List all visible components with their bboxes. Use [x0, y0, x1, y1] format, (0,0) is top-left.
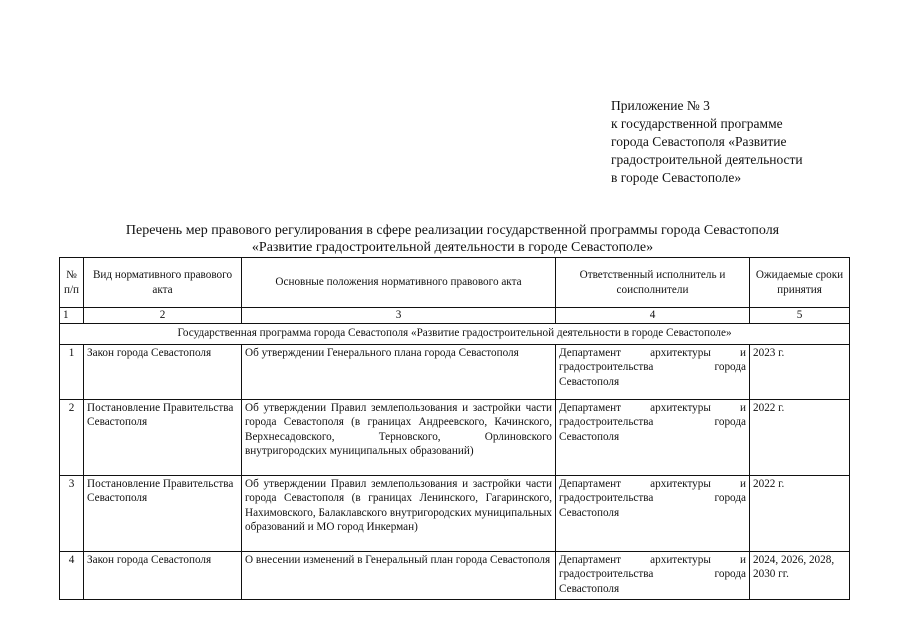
- row-number: 2: [60, 399, 84, 475]
- act-type: Постановление Правительства Севастополя: [84, 475, 242, 551]
- column-number: 3: [242, 308, 556, 324]
- section-row: [60, 323, 850, 344]
- title-line-1: Перечень мер правового регулирования в сфере реализации государственной программы города Севастополя: [125, 223, 780, 238]
- table-row: [60, 475, 850, 551]
- act-terms: 2023 г.: [750, 344, 850, 399]
- act-provisions: О внесении изменений в Генеральный план города Севастополя: [242, 551, 556, 599]
- act-terms: 2024, 2026, 2028, 2030 гг.: [750, 551, 850, 599]
- column-number: 1: [60, 308, 84, 324]
- table-row: [60, 344, 850, 399]
- act-provisions: Об утверждении Генерального плана города Севастополя: [242, 344, 556, 399]
- column-number: 2: [84, 308, 242, 324]
- appendix-line: в городе Севастополе»: [611, 170, 742, 185]
- appendix-line: города Севастополя «Развитие: [611, 134, 787, 149]
- act-executor: Департамент архитектуры и градостроительства города Севастополя: [556, 475, 750, 551]
- appendix-line: градостроительной деятельности: [611, 152, 803, 167]
- header-terms: Ожидаемые сроки принятия: [750, 258, 850, 308]
- column-number: 4: [556, 308, 750, 324]
- header-num: № п/п: [60, 258, 84, 308]
- row-number: 1: [60, 344, 84, 399]
- legal-acts-table: [59, 257, 850, 600]
- act-executor: Департамент архитектуры и градостроительства города Севастополя: [556, 551, 750, 599]
- row-number: 3: [60, 475, 84, 551]
- act-executor: Департамент архитектуры и градостроительства города Севастополя: [556, 344, 750, 399]
- header-act-type: Вид нормативного правового акта: [84, 258, 242, 308]
- act-terms: 2022 г.: [750, 475, 850, 551]
- act-provisions: Об утверждении Правил землепользования и застройки части города Севастополя (в границах Андреевского, Качинского, Верхнесадовского, Терновского, Орлиновского внутригородских муниципальных образований): [242, 399, 556, 475]
- act-provisions: Об утверждении Правил землепользования и застройки части города Севастополя (в границах Ленинского, Гагаринского, Нахимовского, Балаклавского внутригородских муниципальных образований и МО город Инкерман): [242, 475, 556, 551]
- document-title: [60, 222, 845, 256]
- act-terms: 2022 г.: [750, 399, 850, 475]
- appendix-line: к государственной программе: [611, 116, 783, 131]
- row-number: 4: [60, 551, 84, 599]
- appendix-line: Приложение № 3: [611, 98, 710, 113]
- table-row: [60, 399, 850, 475]
- header-executor: Ответственный исполнитель и соисполнители: [556, 258, 750, 308]
- act-type: Закон города Севастополя: [84, 551, 242, 599]
- act-type: Закон города Севастополя: [84, 344, 242, 399]
- section-title: Государственная программа города Севастополя «Развитие градостроительной деятельности в городе Севастополе»: [60, 323, 850, 344]
- appendix-block: [611, 97, 803, 187]
- header-provisions: Основные положения нормативного правового акта: [242, 258, 556, 308]
- title-line-2: «Развитие градостроительной деятельности в городе Севастополе»: [251, 240, 654, 255]
- act-type: Постановление Правительства Севастополя: [84, 399, 242, 475]
- column-number: 5: [750, 308, 850, 324]
- column-number-row: [60, 308, 850, 324]
- table-header-row: [60, 258, 850, 308]
- act-executor: Департамент архитектуры и градостроительства города Севастополя: [556, 399, 750, 475]
- table-row: [60, 551, 850, 599]
